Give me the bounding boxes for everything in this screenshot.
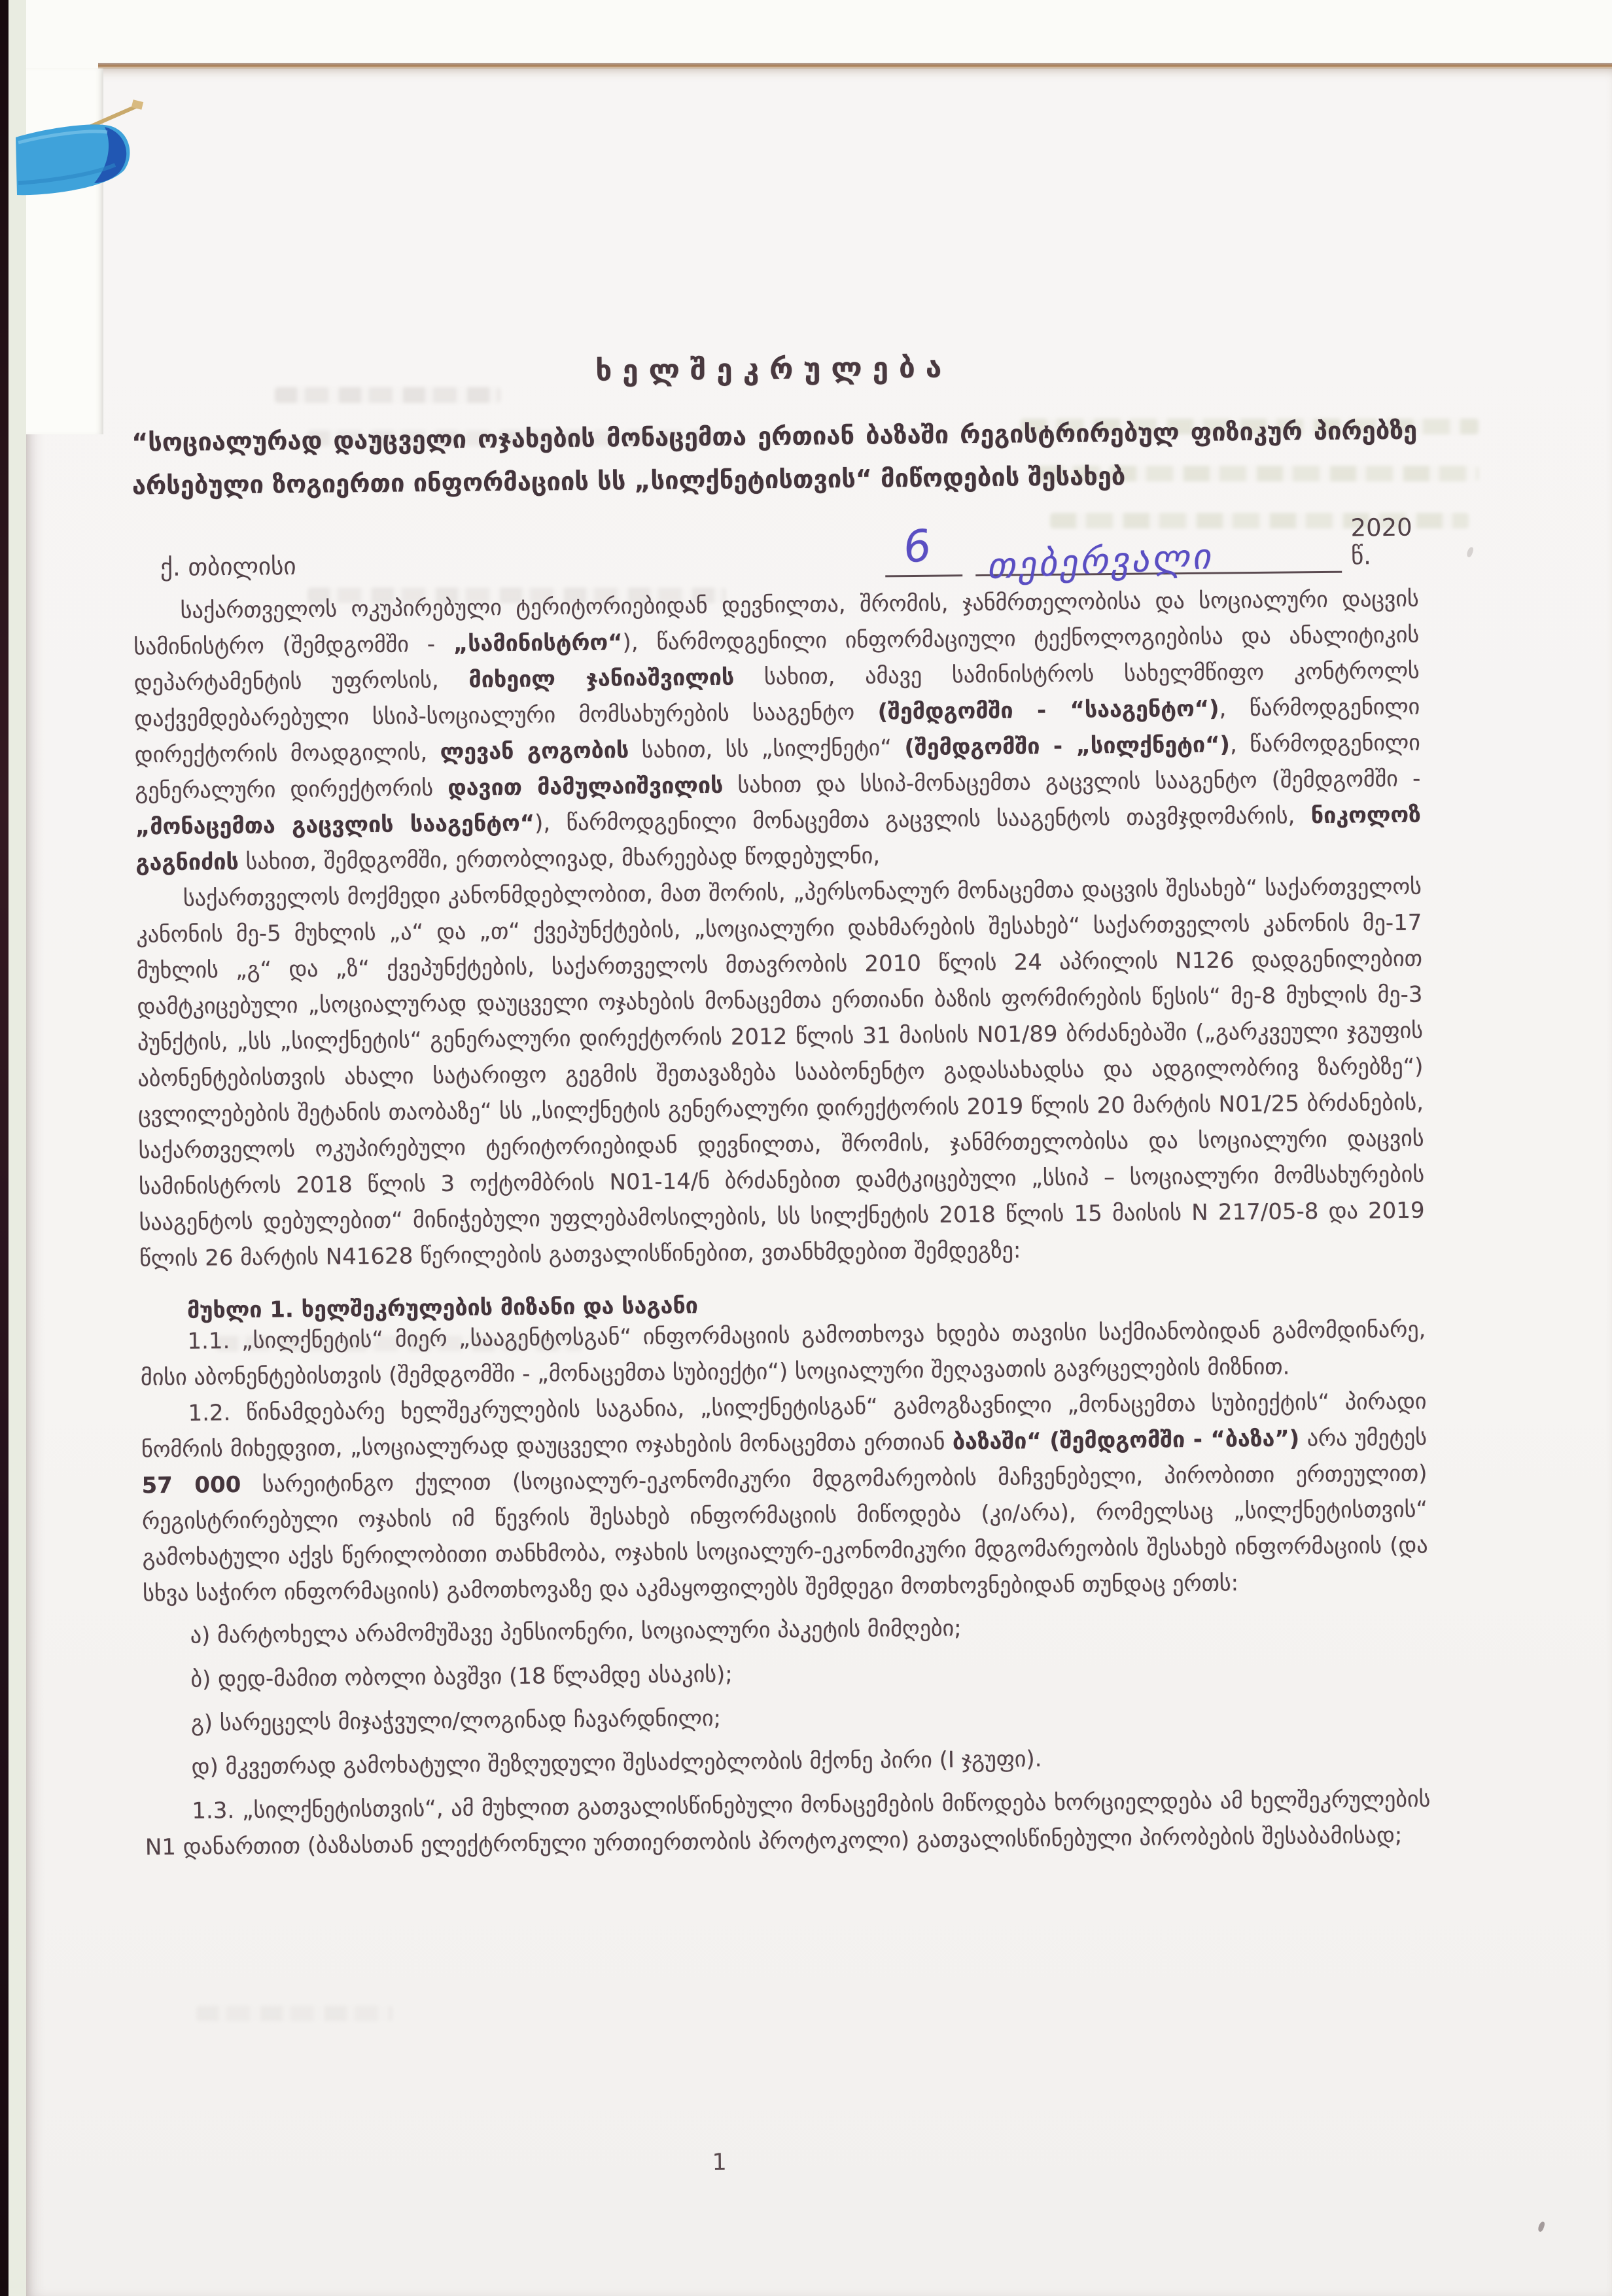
preamble-legal-basis-paragraph: საქართველოს მოქმედი კანონმდებლობით, მათ შორის, „პერსონალურ მონაცემთა დაცვის შესახებ“ საქართველოს კანონის მე-5 მუხლის „ა“ და „თ“ ქვეპუნქტების, „სოციალური დახმარების შესახებ“ საქართველოს კანონის მე-17 მუხლის „გ“ და „ზ“ ქვეპუნქტების, საქართველოს მთავრობის 2010 წლის 24 აპრილის N126 დადგენილებით დამტკიცებული „სოციალურად დაუცველი ოჯახების მონაცემთა ერთიანი ბაზის ფორმირების წესის“ მე-8 მუხლის მე-3 პუნქტის, „სს „სილქნეტის“ გენერალური დირექტორის 2012 წლის 31 მაისის N01/89 ბრძანებაში („გარკვეული ჯგუფის აბონენტებისთვის ახალი სატარიფო გეგმის შეთავაზება სააბონენტო გადასახადსა და ადგილობრივ ზარებზე“) ცვლილებების შეტანის თაობაზე“ სს „სილქნეტის გენერალური დირექტორის 2019 წლის 20 მარტის N01/25 ბრძანების, საქართველოს ოკუპირებული ტერიტორიებიდან დევნილთა, შრომის, ჯანმრთელობისა და სოციალური დაცვის სამინისტროს 2018 წლის 3 ოქტომბრის N01-14/ნ ბრძანებით დამტკიცებული „სსიპ – სოციალური მომსახურების სააგენტოს დებულებით“ მინიჭებული უფლებამოსილების, სს სილქნეტის 2018 წლის 15 მაისის N 217/05-8 და 2019 წლის 26 მარტის N41628 წერილების გათვალისწინებით, ვთანხმდებით შემდეგზე: <box>136 873 1425 1272</box>
document-title: ხელშეკრულება <box>595 351 953 388</box>
article-1-heading: მუხლი 1. ხელშეკრულების მიზანი და საგანი <box>186 1293 699 1324</box>
eligibility-conditions-list <box>143 1606 1429 1786</box>
document-content <box>128 0 1435 2296</box>
handwritten-day: 6 <box>900 519 934 574</box>
place-label: ქ. თბილისი <box>160 552 296 582</box>
page-number: 1 <box>712 2149 727 2176</box>
backing-sheet-strip <box>9 0 26 2296</box>
condition-item-d: დ) მკვეთრად გამოხატული შეზღუდული შესაძლებლობის მქონე პირი (I ჯგუფი). <box>191 1746 1042 1781</box>
date-year: 2020 წ. <box>1350 513 1412 570</box>
preamble-parties-paragraph: საქართველოს ოკუპირებული ტერიტორიებიდან დევნილთა, შრომის, ჯანმრთელობისა და სოციალური დაცვის სამინისტრო (შემდგომში - „სამინისტრო“), წარმოდგენილი ინფორმაციული ტექნოლოგიებისა და ანალიტიკის დეპარტამენტის უფროსის, მიხეილ ჯანიაშვილის სახით, ამავე სამინისტროს სახელმწიფო კონტროლს დაქვემდებარებული სსიპ-სოციალური მომსახურების სააგენტო (შემდგომში - “სააგენტო“), წარმოდგენილი დირექტორის მოადგილის, ლევან გოგობის სახით, სს „სილქნეტი“ (შემდგომში - „სილქნეტი“), წარმოდგენილი გენერალური დირექტორის დავით მამულაიშვილის სახით და სსიპ-მონაცემთა გაცვლის სააგენტო (შემდგომში - „მონაცემთა გაცვლის სააგენტო“), წარმოდგენილი მონაცემთა გაცვლის სააგენტოს თავმჯდომარის, ნიკოლოზ გაგნიძის სახით, შემდგომში, ერთობლივად, მხარეებად წოდებულნი, <box>133 585 1421 877</box>
condition-item-g: გ) სარეცელს მიჯაჭვული/ლოგინად ჩავარდნილი; <box>190 1705 722 1737</box>
condition-item-a: ა) მარტოხელა არამომუშავე პენსიონერი, სოციალური პაკეტის მიმღები; <box>190 1615 962 1649</box>
document-subtitle: “სოციალურად დაუცველი ოჯახების მონაცემთა ერთიან ბაზაში რეგისტრირებულ ფიზიკურ პირებზე არსებული ზოგიერთი ინფორმაციის სს „სილქნეტისთვის“ მიწოდების შესახებ <box>131 415 1418 500</box>
clause-1-3: 1.3. „სილქნეტისთვის“, ამ მუხლით გათვალისწინებული მონაცემების მიწოდება ხორციელდება ამ ხელშეკრულების N1 დანართით (ბაზასთან ელექტრონული ურთიერთობის პროტოკოლი) გათვალისწინებული პირობების შესაბამისად; <box>145 1786 1431 1861</box>
clause-1-2: 1.2. წინამდებარე ხელშეკრულების საგანია, „სილქნეტისგან“ გამოგზავნილი „მონაცემთა სუბიექტის“ პირადი ნომრის მიხედვით, „სოციალურად დაუცველი ოჯახების მონაცემთა ერთიან ბაზაში“ (შემდგომში - “ბაზა”) არა უმეტეს 57 000 სარეიტინგო ქულით (სოციალურ-ეკონომიკური მდგომარეობის მაჩვენებელი, პირობითი ერთეულით) რეგისტრირებული ოჯახის იმ წევრის შესახებ ინფორმაციის მიწოდება (კი/არა), რომელსაც „სილქნეტისთვის“ გამოხატული აქვს წერილობითი თანხმობა, ოჯახის სოციალურ-ეკონომიკური მდგომარეობის შესახებ ინფორმაციის (და სხვა საჭირო ინფორმაციის) გამოთხოვაზე და აკმაყოფილებს შემდეგი მოთხოვნებიდან თუნდაც ერთს: <box>141 1388 1428 1607</box>
clause-1-1: 1.1. „სილქნეტის“ მიერ „სააგენტოსგან“ ინფორმაციის გამოთხოვა ხდება თავისი საქმიანობიდან გამომდინარე, მისი აბონენტებისთვის (შემდგომში - „მონაცემთა სუბიექტი“) სოციალური შეღავათის გავრცელების მიზნით. <box>140 1316 1426 1391</box>
condition-item-b: ბ) დედ-მამით ობოლი ბავშვი (18 წლამდე ასაკის); <box>190 1661 733 1693</box>
scanner-edge-strip <box>0 0 9 2296</box>
place-and-date-row <box>133 513 1419 594</box>
handwritten-month: თებერვალი <box>985 535 1214 587</box>
